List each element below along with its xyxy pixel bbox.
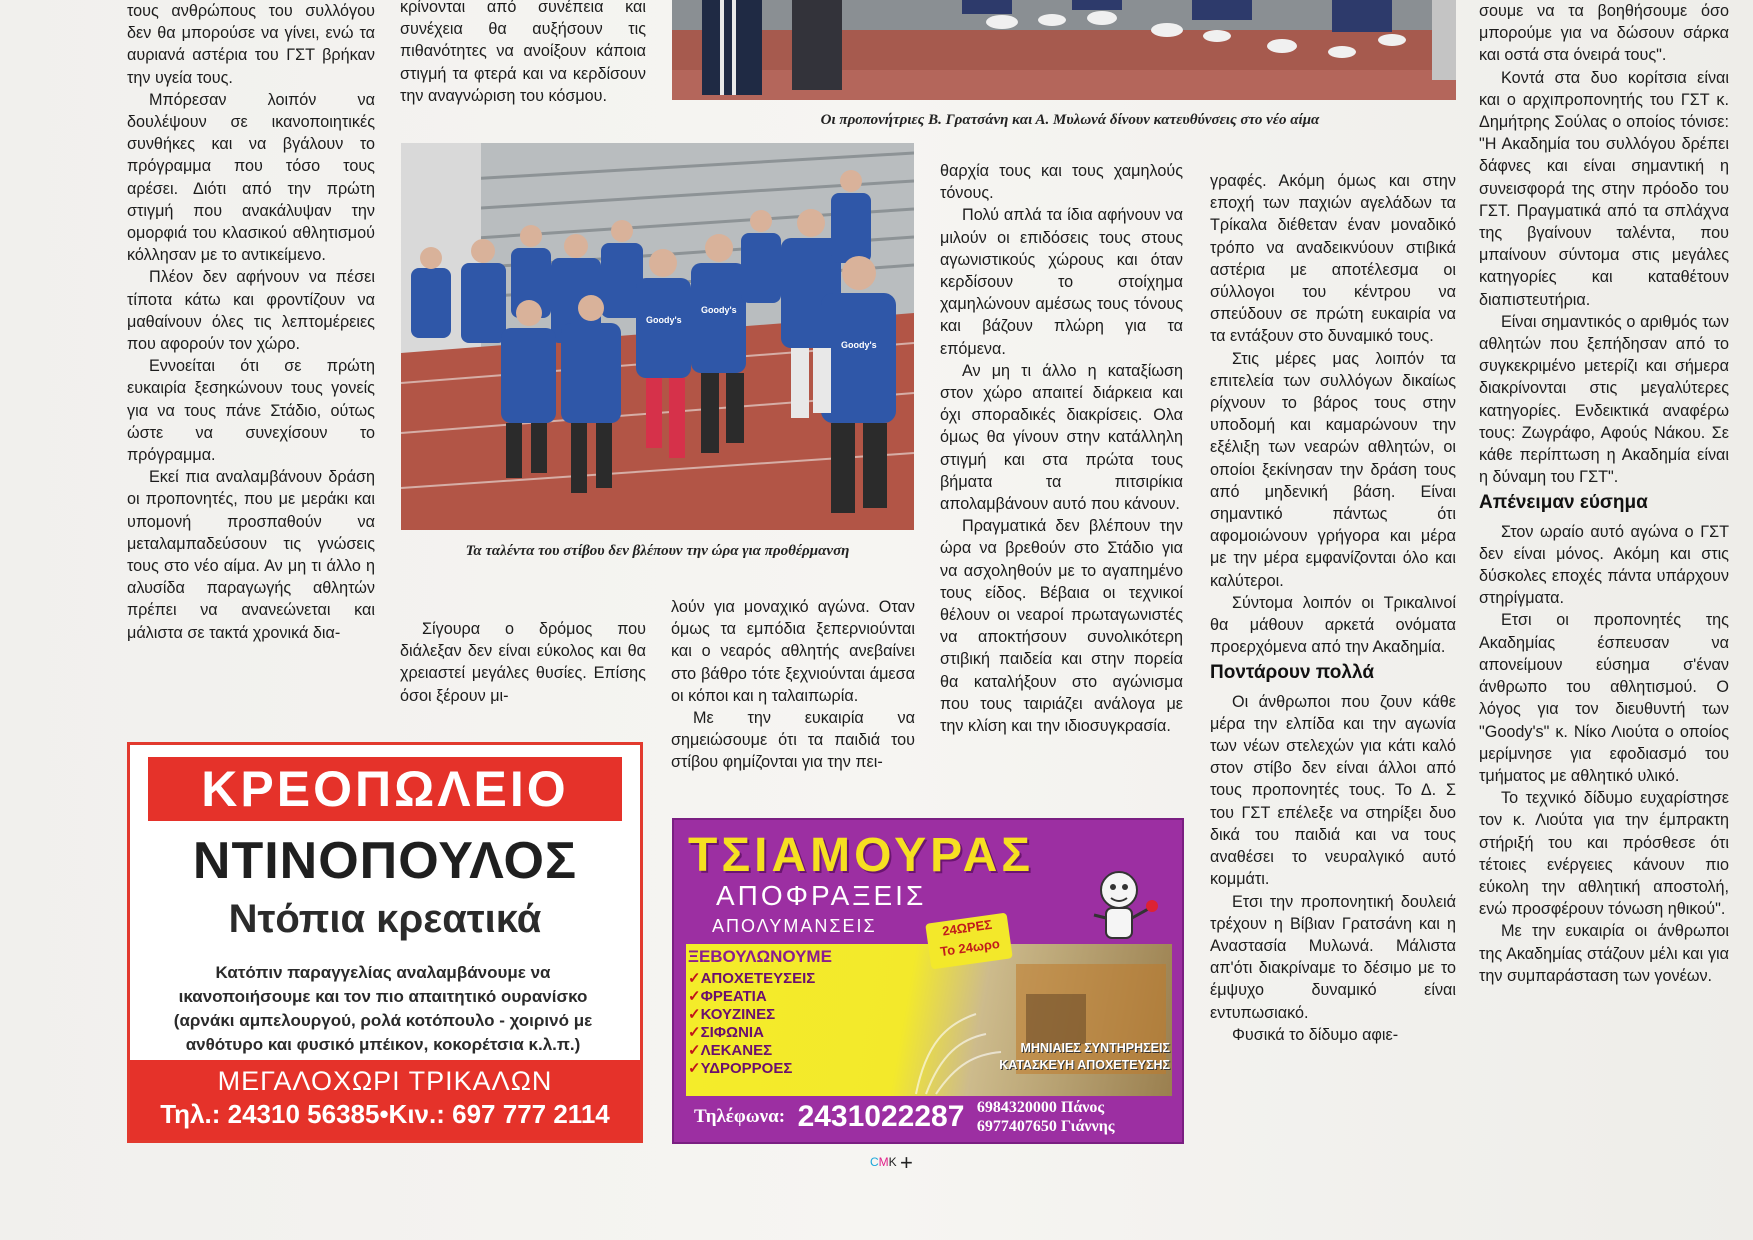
ad-location: ΜΕΓΑΛΟΧΩΡΙ ΤΡΙΚΑΛΩΝ	[217, 1066, 553, 1096]
ad-service-1: ΑΠΟΦΡΑΞΕΙΣ	[716, 880, 927, 911]
paragraph: Φυσικά το δίδυμο αφιε-	[1232, 1025, 1399, 1044]
ad-service-2: ΑΠΟΛΥΜΑΝΣΕΙΣ	[712, 916, 877, 936]
article-column-1	[127, 0, 375, 700]
ad-mobile-panos: 6984320000 Πάνος	[976, 1099, 1105, 1116]
paragraph: θαρχία τους και τους χαμηλούς τόνους.	[940, 162, 1183, 203]
paragraph: Με την ευκαιρία οι άνθρωποι της Ακαδημίας στάζουν μέλι και για την συμπαράσταση των γονέων.	[1479, 922, 1729, 985]
ad-list-item: ✓ ΦΡΕΑΤΙΑ	[688, 988, 832, 1006]
paragraph: Πλέον δεν αφήνουν να πέσει τίποτα κάτω και φροντίζουν να μαθαίνουν όλες τις λεπτομέρειες που αφορούν τον χώρο.	[127, 268, 375, 354]
ad-list-item: ✓ ΑΠΟΧΕΤΕΥΣΕΙΣ	[688, 970, 832, 988]
butcher-advertisement	[127, 742, 643, 1143]
badge-line-1: 24ΩΡΕΣ	[941, 916, 993, 939]
ad-phones: Τηλ.: 24310 56385•Κιν.: 697 777 2114	[160, 1099, 610, 1129]
paragraph: Σύντομα λοιπόν οι Τρικαλινοί θα μάθουν αρκετά ονόματα προερχόμενα από την Ακαδημία.	[1210, 593, 1456, 657]
ad-mobile-numbers	[977, 1098, 1115, 1136]
paragraph: Σίγουρα ο δρόμος που διάλεξαν δεν είναι εύκολος και θα χρειαστεί μεγάλες θυσίες. Επίσης όσοι ξέρουν μι-	[400, 620, 646, 705]
paragraph: Οι άνθρωποι που ζουν κάθε μέρα την ελπίδα και την αγωνία των νέων στελεχών για κάτι καλό στον στίβο δεν είναι άλλοι από τους προπονητές τους. Το Δ. Σ του ΓΣΤ επέλεξε να στηρίξει δυο δικά του παιδιά και να τους αναθέσει το νευραλγικό αυτό κομμάτι.	[1210, 692, 1456, 889]
plumber-mascot-icon	[1074, 860, 1164, 950]
ad-maintenance-note	[999, 1040, 1170, 1074]
ad-maintenance-line: ΚΑΤΑΣΚΕΥΗ ΑΠΟΧΕΤΕΥΣΗΣ	[999, 1058, 1170, 1072]
article-column-2-bottom	[400, 618, 646, 710]
ad-list-item: ✓ ΛΕΚΑΝΕΣ	[688, 1042, 832, 1060]
ad-phone-label: Τηλέφωνα:	[694, 1106, 786, 1127]
paragraph: Με την ευκαιρία να σημειώσουμε ότι τα παιδιά του στίβου φημίζονται για την πει-	[671, 709, 915, 772]
article-column-3-bottom	[671, 596, 915, 790]
paragraph: Ετσι οι προπονητές της Ακαδημίας έσπευσαν να απονείμουν εύσημα σ'έναν άνθρωπο του αθλητισμού. Ο λόγος για τον διευθυντή των "Goody's" κ. Νίκο Λιούτα ο οποίος μερίμνησε για εφοδιασμό του τμήματος με αθλητικό υλικό.	[1479, 611, 1729, 785]
photo-caption-middle: Τα ταλέντα του στίβου δεν βλέπουν την ώρα για προθέρμανση	[465, 543, 850, 559]
section-heading: Ποντάρουν πολλά	[1210, 662, 1374, 684]
paragraph: Εκεί πια αναλαμβάνουν δράση οι προπονητές, που με μεράκι και υπομονή προσπαθούν να μεταλαμπαδεύσουν τις γνώσεις τους στο νέο αίμα. Αν μη τι άλλο η αλυσίδα παραγωγής αθλητών πρέπει να ανανεώνεται και μάλιστα σε τακτά χρονικά δια-	[127, 468, 375, 642]
print-color-mark	[870, 1150, 913, 1176]
paragraph: Μπόρεσαν λοιπόν να δουλέψουν σε ικανοποιητικές συνθήκες και να βγάλουν το πρόγραμμα που τόσο τους αρέσει. Διότι από την πρώτη στιγμή που ανακάλυψαν την ομορφιά του κλασικού αθλητισμού κόλλησαν με το αντικείμενο.	[127, 90, 375, 265]
ad-service-list	[688, 948, 832, 1078]
shirt-logo: Goody's	[841, 340, 877, 350]
paragraph: κρίνονται από συνέπεια και συνέχεια θα αυξήσουν τις πιθανότητες να ανοίξουν κάποια στιγμή τα φτερά και να κερδίσουν την αναγνώριση του κόσμου.	[400, 0, 646, 105]
photo-track-group	[672, 0, 1456, 100]
ad-title: ΤΣΙΑΜΟΥΡΑΣ	[688, 829, 1035, 882]
ad-mobile-giannis: 6977407650 Γιάννης	[976, 1118, 1115, 1135]
ad-business-name: ΝΤΙΝΟΠΟΥΛΟΣ	[192, 832, 578, 890]
paragraph: γραφές. Ακόμη όμως και στην εποχή των παχιών αγελάδων τα Τρίκαλα διέθεταν έναν μοναδικό τρόπο να αναδεικνύουν στιβικά αστέρια με αποτέλεσμα οι σύλλογοι του κέντρου να σπεύδουν σε πρώτη ευκαιρία να τα εντάξουν στο δυναμικό τους.	[1210, 172, 1456, 346]
paragraph: Πολύ απλά τα ίδια αφήνουν να μιλούν οι επιδόσεις τους στους αγωνιστικούς χώρους και όταν κερδίσουν το στοίχημα χαμηλώνουν αμέσως τους τόνους και βάζουν πλώρη για τα επόμενα.	[940, 206, 1183, 358]
ad-list-item: ✓ ΥΔΡΟΡΡΟΕΣ	[688, 1060, 832, 1078]
photo-children-running	[401, 143, 914, 530]
paragraph: Στον ωραίο αυτό αγώνα ο ΓΣΤ δεν είναι μόνος. Ακόμη και στις δύσκολες εποχές πάντα υπάρχουν στηρίγματα.	[1479, 522, 1729, 608]
shirt-logo: Goody's	[646, 315, 682, 325]
paragraph: σουμε να τα βοηθήσουμε όσο μπορούμε για να δώσουν σάρκα και οστά στα όνειρά τους".	[1479, 2, 1729, 65]
drain-service-advertisement	[672, 818, 1184, 1144]
paragraph: λούν για μοναχικό αγώνα. Οταν όμως τα εμπόδια ξεπερνιούνται και ο νεαρός αθλητής ανεβαίνει στο βάθρο τότε ξεχνιούνται άμεσα οι κόποι και η ταλαιπωρία.	[671, 598, 915, 705]
paragraph: Αν μη τι άλλο η καταξίωση στον χώρο απαιτεί διάρκεια και όχι σποραδικές διακρίσεις. Ολα όμως θα γίνουν στην κατάλληλη στιγμή και στα πρώτα τους βήματα τα πιτσιρίκια απολαμβάνουν αυτό που κάνουν.	[940, 361, 1183, 514]
print-mark-m: M	[878, 1155, 889, 1170]
paragraph: Στις μέρες μας λοιπόν τα επιτελεία των συλλόγων δικαίως ρίχνουν το βάρος τους στην υποδομή και καμαρώνουν την εξέλιξη των νεαρών αθλητών, οι οποίοι ξεκίνησαν την δράση τους από μηδενική βάση. Είναι σημαντικό πάντως ότι αφομοιώνουν γρήγορα και μέρα με την μέρα εμφανίζονται όλο και καλύτεροι.	[1210, 349, 1456, 590]
article-column-5	[1210, 170, 1456, 1130]
shirt-logo: Goody's	[701, 305, 737, 315]
ad-header: ΚΡΕΟΠΩΛΕΙΟ	[148, 757, 622, 821]
ad-list-item: ✓ ΚΟΥΖΙΝΕΣ	[688, 1006, 832, 1024]
paragraph: Ετσι την προπονητική δουλειά τρέχουν η Βίβιαν Γρατσάνη και η Αναστασία Μυλωνά. Μάλιστα απ'ότι διακρίναμε το δέσιμο με το έμψυχο δυναμικό είναι εντυπωσιακό.	[1210, 892, 1456, 1022]
ad-subtitle: Ντόπια κρεατικά	[228, 897, 542, 941]
ad-phone-block	[694, 1098, 1115, 1136]
ad-phone-main: 2431022287	[797, 1100, 965, 1133]
paragraph: Το τεχνικό δίδυμο ευχαρίστησε τον κ. Λιούτα για την έμπρακτη στήριξή του και πρόσθεσε ότι τέτοιες ενέργειες κάνουν πιο εύκολη την αθλητική αποστολή, ενώ προσφέρουν τόνωση ηθικού".	[1479, 789, 1729, 919]
badge-line-2: Το 24ωρο	[939, 935, 1001, 960]
paragraph: τους ανθρώπους του συλλόγου δεν θα μπορούσε να γίνει, ενώ τα αυριανά αστέρια του ΓΣΤ βρήκαν την υγεία τους.	[127, 2, 375, 87]
ad-description: Κατόπιν παραγγελίας αναλαμβάνουμε να ικανοποιήσουμε και τον πιο απαιτητικό ουρανίσκο (αρνάκι αμπελουργού, ρολά κοτόπουλο - χοιρινό με ανθότυρο και φυσικό μπέικον, κοκορέτσια κ.λ.π.)	[173, 963, 593, 1054]
ad-footer	[130, 1060, 640, 1140]
paragraph: Είναι σημαντικός ο αριθμός των αθλητών που ξεπήδησαν από το συγκεκριμένο μετερίζι και σήμερα διακρίνονται στις μεγαλύτερες κατηγορίες. Ενδεικτικά αναφέρω τους: Ζωγράφο, Αφούς Νάκου. Σε κάθε περίπτωση η Ακαδημία είναι η δύναμη του ΓΣΤ".	[1479, 312, 1729, 487]
ad-maintenance-line: ΜΗΝΙΑΙΕΣ ΣΥΝΤΗΡΗΣΕΙΣ	[1020, 1041, 1170, 1055]
paragraph: Πραγματικά δεν βλέπουν την ώρα να βρεθούν στο Στάδιο για να ασχοληθούν με το αγαπημένο τους είδος. Βέβαια οι τεχνικοί θέλουν οι νεαροί πρωταγωνιστές να αποκτήσουν συνολικότερη στιβική παιδεία και στην πορεία θα καταλήξουν στο αγώνισμα που τους ταιριάζει ανάλογα με την κλίση και την ιδιοσυγκρασία.	[940, 517, 1183, 736]
article-column-2-top	[400, 0, 646, 128]
photo-caption-top: Οι προπονήτριες Β. Γρατσάνη και Α. Μυλωνά δίνουν κατευθύνσεις στο νέο αίμα	[820, 112, 1320, 128]
print-cross-icon: +	[900, 1150, 913, 1175]
ad-list-item: ✓ ΣΙΦΩΝΙΑ	[688, 1024, 832, 1042]
print-mark-c: C	[870, 1155, 879, 1170]
paragraph: Κοντά στα δυο κορίτσια είναι και ο αρχιπροπονητής του ΓΣΤ κ. Δημήτρης Σούλας ο οποίος τόνισε: "Η Ακαδημία του συλλόγου δρέπει δάφνες και είναι σημαντική η συνεισφορά της στην πρόοδο του ΓΣΤ. Πραγματικά από τα σπλάχνα της βγαίνουν ταλέντα, που μπαίνουν σύντομα στις μεγάλες κατηγορίες και καταθέτουν διαπιστευτήρια.	[1479, 68, 1729, 309]
article-column-4	[940, 160, 1183, 800]
paragraph: Εννοείται ότι σε πρώτη ευκαιρία ξεσηκώνουν τους γονείς για να τους πάνε Στάδιο, ούτως ώστε να συνεχίσουν το πρόγραμμα.	[127, 357, 375, 465]
section-heading: Απένειμαν εύσημα	[1479, 492, 1648, 514]
article-column-6	[1479, 0, 1729, 1140]
ad-list-heading: ΞΕΒΟΥΛΩΝΟΥΜΕ	[688, 947, 832, 966]
print-mark-k: K	[888, 1155, 897, 1170]
